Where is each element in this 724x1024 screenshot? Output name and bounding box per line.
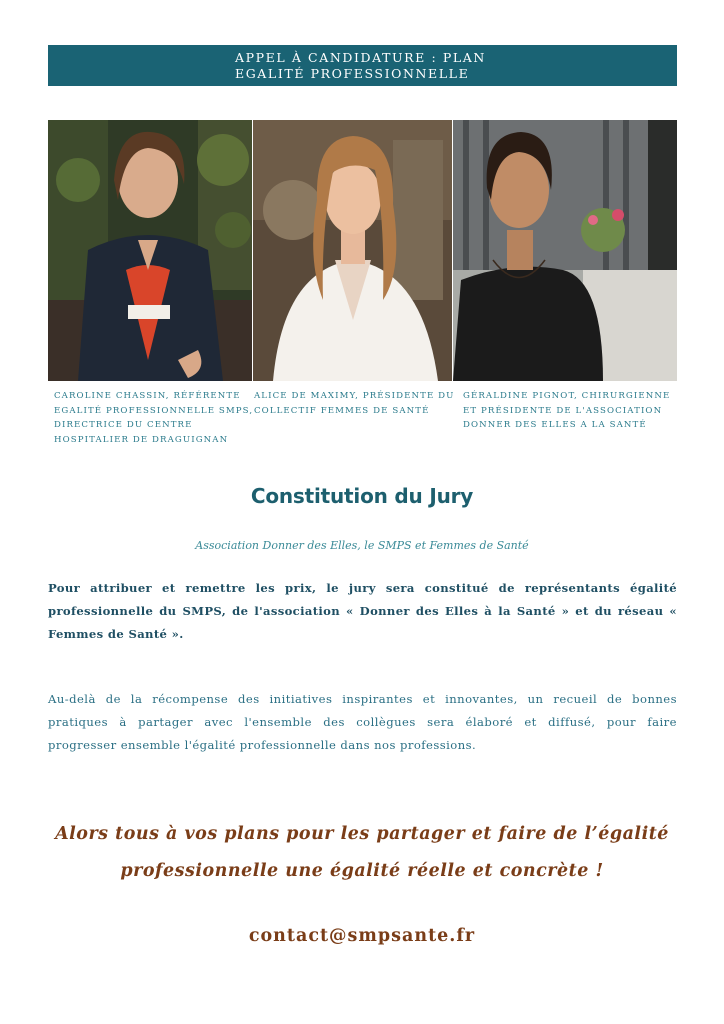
closing-line-1: Alors tous à vos plans pour les partager et faire de l’égalité xyxy=(55,824,669,844)
paragraph-line: progresser ensemble l'égalité professionnelle dans nos professions. xyxy=(48,738,477,752)
caption-geraldine-pignot xyxy=(463,389,670,433)
caption-line: ALICE DE MAXIMY, PRÉSIDENTE DU xyxy=(254,391,455,401)
portrait-photo-geraldine-pignot xyxy=(453,120,677,381)
caption-line: COLLECTIF FEMMES DE SANTÉ xyxy=(254,405,430,416)
portrait-row xyxy=(48,120,677,381)
paragraph-line: Pour attribuer et remettre les prix, le jury sera constitué de représentants égalité xyxy=(48,581,677,595)
caption-alice-de-maximy xyxy=(254,389,455,418)
section-subtitle: Association Donner des Elles, le SMPS et Femmes de Santé xyxy=(195,539,529,552)
practices-paragraph xyxy=(48,688,677,757)
caption-line: CAROLINE CHASSIN, RÉFÉRENTE xyxy=(54,391,241,401)
paragraph-line: professionnelle du SMPS, de l'association « Donner des Elles à la Santé » et du réseau « xyxy=(48,604,677,618)
caption-caroline-chassin xyxy=(54,389,253,447)
caption-line: ET PRÉSIDENTE DE L'ASSOCIATION xyxy=(463,405,663,416)
caption-line: HOSPITALIER DE DRAGUIGNAN xyxy=(54,434,229,445)
contact-email[interactable]: contact@smpsante.fr xyxy=(248,926,476,946)
paragraph-line: Au-delà de la récompense des initiatives inspirantes et innovantes, un recueil de bonnes xyxy=(48,692,677,706)
title-banner xyxy=(48,45,677,86)
caption-line: EGALITÉ PROFESSIONNELLE SMPS, xyxy=(54,405,254,416)
banner-line-1: APPEL À CANDIDATURE : PLAN xyxy=(235,50,486,65)
caption-line: GÉRALDINE PIGNOT, CHIRURGIENNE xyxy=(463,391,671,401)
portrait-photo-alice-de-maximy xyxy=(253,120,452,381)
caption-line: DIRECTRICE DU CENTRE xyxy=(54,420,193,430)
closing-call-to-action xyxy=(0,816,724,890)
paragraph-line: pratiques à partager avec l'ensemble des collègues sera élaboré et diffusé, pour faire xyxy=(48,715,677,729)
paragraph-line: Femmes de Santé ». xyxy=(48,627,184,641)
banner-line-2: EGALITÉ PROFESSIONNELLE xyxy=(235,66,470,81)
jury-paragraph xyxy=(48,577,677,646)
portrait-photo-caroline-chassin xyxy=(48,120,252,381)
caption-line: DONNER DES ELLES A LA SANTÉ xyxy=(463,420,647,430)
closing-line-2: professionnelle une égalité réelle et concrète ! xyxy=(120,861,604,881)
section-title: Constitution du Jury xyxy=(250,484,474,508)
